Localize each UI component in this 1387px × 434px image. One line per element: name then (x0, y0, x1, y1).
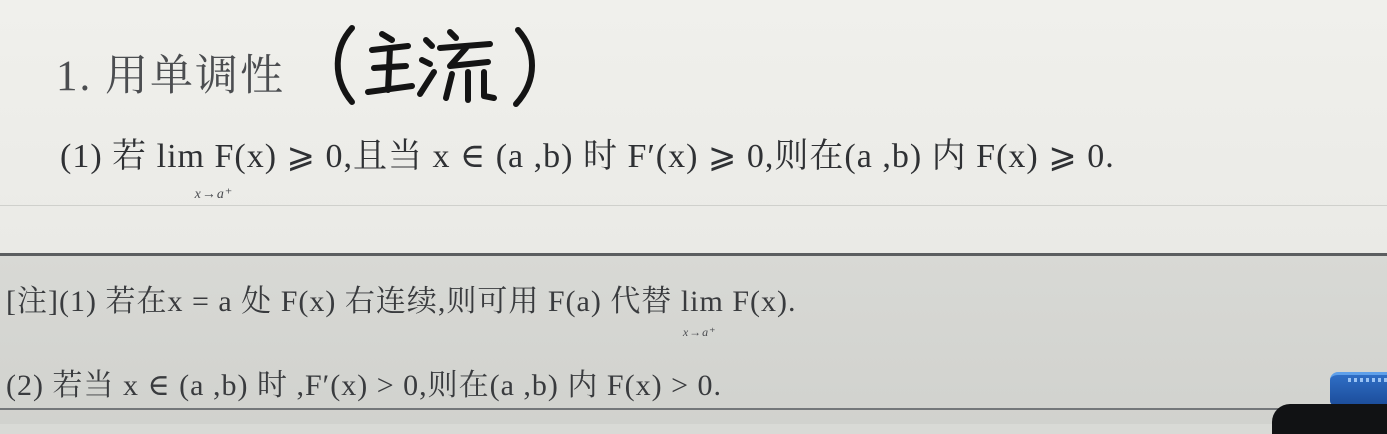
note-2-text: (2) 若当 x ∈ (a ,b) 时 ,F′(x) > 0,则在(a ,b) 内 F(x) > 0. (6, 369, 723, 402)
heading-title: 用单调性 (105, 53, 285, 100)
note-1-suffix: F(x). (732, 285, 797, 318)
lim-subscript: x→a⁺ (682, 325, 717, 339)
statement-1 (60, 128, 1115, 202)
lim-operator: lim (680, 285, 724, 318)
section-heading (56, 42, 285, 103)
note-1 (6, 276, 797, 339)
note-1-prefix: [注](1) 若在x = a 处 F(x) 右连续,则可用 F(a) 代替 (6, 285, 681, 318)
note-2 (6, 360, 722, 404)
handwritten-annotation (322, 20, 552, 110)
sheet-edge-divider (0, 253, 1387, 256)
lim-operator: lim (156, 138, 205, 175)
limit-expression (680, 285, 724, 339)
faint-rule (0, 205, 1387, 206)
bottom-edge-divider (0, 408, 1387, 410)
heading-number: 1. (56, 53, 93, 100)
limit-expression (156, 138, 234, 202)
blue-object (1330, 372, 1387, 405)
lim-subscript: x→a⁺ (194, 187, 234, 202)
blue-object-stripes (1348, 378, 1387, 382)
statement-1-text: F(x) ⩾ 0,且当 x ∈ (a ,b) 时 F′(x) ⩾ 0,则在(a ,b) 内 F(x) ⩾ 0. (214, 138, 1115, 175)
dark-object (1272, 404, 1387, 434)
statement-1-prefix: (1) 若 (60, 138, 157, 175)
